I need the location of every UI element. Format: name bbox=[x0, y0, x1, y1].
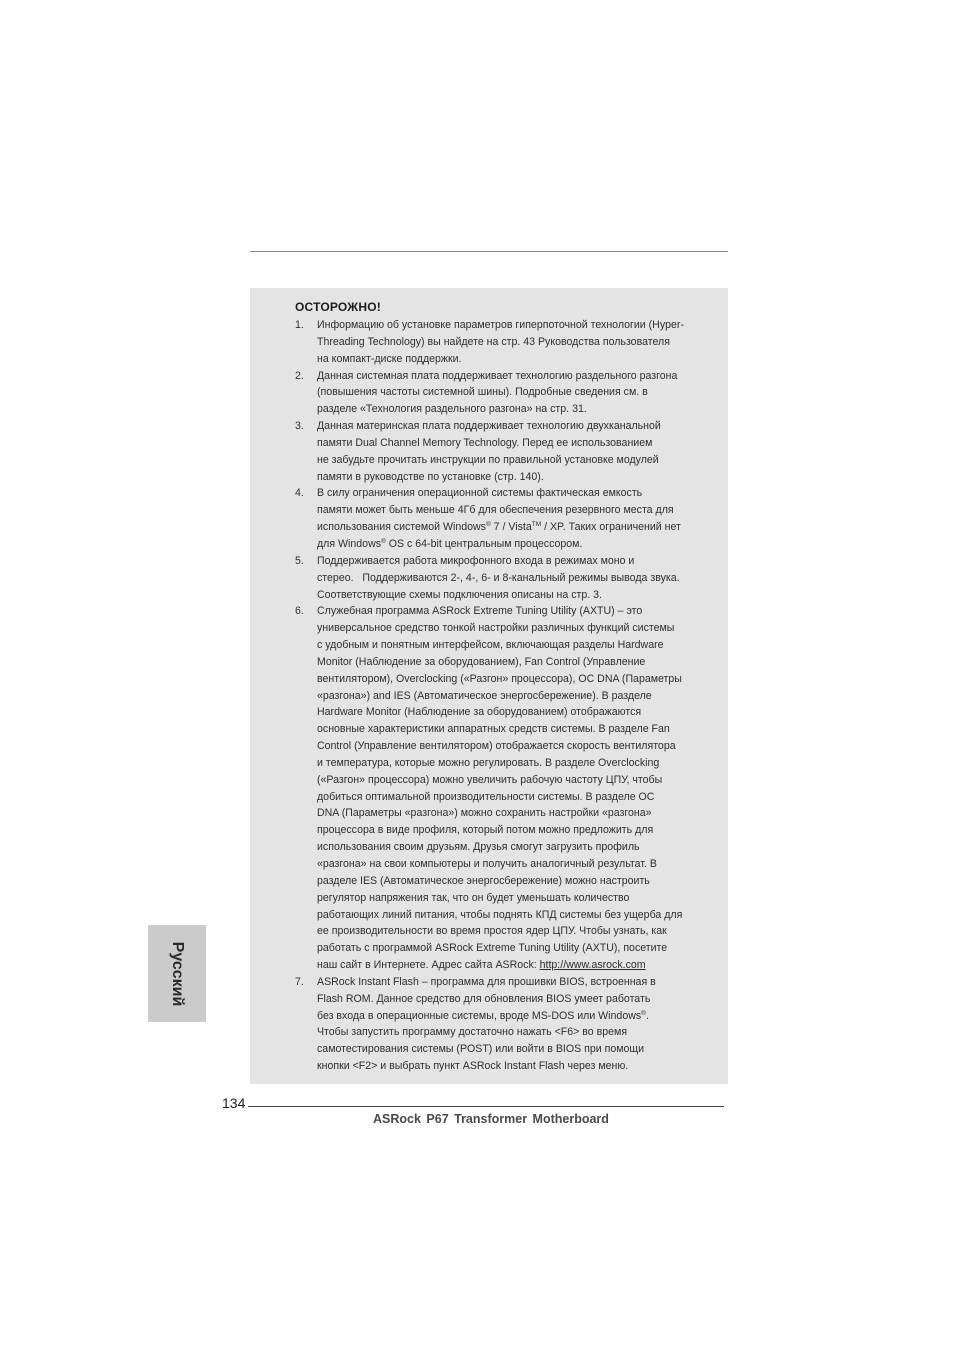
caution-item-line: не забудьте прочитать инструкции по правильной установке модулей bbox=[317, 453, 659, 466]
caution-item-number: 6. bbox=[295, 605, 304, 618]
caution-item-line: Hardware Monitor (Наблюдение за оборудованием) отображаются bbox=[317, 706, 642, 719]
caution-item bbox=[295, 974, 707, 1075]
caution-item bbox=[295, 553, 707, 604]
caution-item-line: ее производительности во время простоя ядер ЦПУ. Чтобы узнать, как bbox=[317, 925, 667, 938]
caution-item-line: В силу ограничения операционной системы фактическая емкость bbox=[317, 487, 643, 500]
caution-item-line: Поддерживается работа микрофонного входа в режимах моно и bbox=[317, 554, 635, 567]
caution-item-line: Данная материнская плата поддерживает технологию двухканальной bbox=[317, 420, 661, 433]
caution-item-line: Информацию об установке параметров гиперпоточной технологии (Hyper- bbox=[317, 319, 684, 331]
caution-item-line: универсальное средство тонкой настройки различных функций системы bbox=[317, 622, 675, 635]
caution-list bbox=[295, 317, 707, 1075]
caution-item-number: 5. bbox=[295, 554, 304, 567]
caution-item-number: 3. bbox=[295, 420, 304, 433]
caution-item-line: использования своим друзьям. Друзья смогут загрузить профиль bbox=[317, 841, 640, 854]
caution-item-number: 1. bbox=[295, 319, 304, 331]
caution-item-line: самотестирования системы (POST) или войти в BIOS при помощи bbox=[317, 1043, 645, 1056]
caution-title: ОСТОРОЖНО! bbox=[295, 300, 381, 314]
caution-item-line: использования системой Windows® 7 / Vista™ / XP. Таких ограничений нет bbox=[317, 521, 681, 534]
language-tab bbox=[148, 925, 206, 1022]
caution-item bbox=[295, 603, 707, 974]
caution-item-line: Данная системная плата поддерживает технологию раздельного разгона bbox=[317, 369, 678, 382]
caution-item-line: работать с программой ASRock Extreme Tuning Utility (AXTU), посетите bbox=[317, 942, 668, 955]
footer-rule bbox=[248, 1106, 724, 1107]
caution-item bbox=[295, 317, 707, 368]
footer-title: ASRock P67 Transformer Motherboard bbox=[373, 1112, 609, 1126]
caution-item-line: Monitor (Наблюдение за оборудованием), Fan Control (Управление bbox=[317, 655, 646, 668]
caution-item-line: регулятор напряжения так, что он будет уменьшать количество bbox=[317, 891, 630, 904]
caution-box bbox=[250, 288, 728, 1084]
caution-item-line: Служебная программа ASRock Extreme Tuning Utility (AXTU) – это bbox=[317, 605, 643, 618]
caution-item-line: Flash ROM. Данное средство для обновления BIOS умеет работать bbox=[317, 992, 651, 1005]
caution-item-line[interactable]: наш сайт в Интернете. Адрес сайта ASRock: http://www.asrock.com bbox=[317, 959, 646, 972]
caution-item-line: стерео. Поддерживаются 2-, 4-, 6- и 8-канальный режимы вывода звука. bbox=[317, 571, 680, 584]
caution-item-line: кнопки <F2> и выбрать пункт ASRock Instant Flash через меню. bbox=[317, 1060, 629, 1073]
caution-item-line: Threading Technology) вы найдете на стр. 43 Руководства пользователя bbox=[317, 335, 670, 348]
caution-item-line: «разгона») and IES (Автоматическое энергосбережение). В разделе bbox=[317, 689, 652, 702]
caution-item-line: добиться оптимальной производительности системы. В разделе OC bbox=[317, 790, 655, 803]
caution-item-line: памяти может быть меньше 4Гб для обеспечения резервного места для bbox=[317, 504, 674, 517]
caution-item-line: разделе «Технология раздельного разгона» на стр. 31. bbox=[317, 403, 587, 416]
caution-item-line: («Разгон» процессора) можно увеличить рабочую частоту ЦПУ, чтобы bbox=[317, 773, 663, 786]
caution-item-number: 2. bbox=[295, 369, 304, 382]
caution-item-line: для Windows® OS с 64-bit центральным процессором. bbox=[317, 537, 583, 550]
caution-item-line: работающих линий питания, чтобы поднять КПД системы без ущерба для bbox=[317, 908, 683, 921]
caution-item-line: (повышения частоты системной шины). Подробные сведения см. в bbox=[317, 386, 648, 399]
caution-item-line: Соответствующие схемы подключения описаны на стр. 3. bbox=[317, 588, 602, 601]
caution-item-line: разделе IES (Автоматическое энергосбережение) можно настроить bbox=[317, 874, 650, 887]
language-tab-label: Русский bbox=[169, 941, 186, 1006]
caution-item-number: 4. bbox=[295, 487, 304, 500]
header-rule bbox=[250, 251, 728, 252]
caution-item bbox=[295, 485, 707, 552]
caution-item-line: Control (Управление вентилятором) отображается скорость вентилятора bbox=[317, 740, 676, 753]
caution-item-number: 7. bbox=[295, 975, 304, 988]
caution-item-line: вентилятором), Overclocking («Разгон» процессора), OC DNA (Параметры bbox=[317, 672, 682, 685]
caution-item-line: DNA (Параметры «разгона») можно сохранить настройки «разгона» bbox=[317, 807, 652, 820]
caution-item-line: Чтобы запустить программу достаточно нажать <F6> во время bbox=[317, 1026, 628, 1039]
caution-item-line: на компакт-диске поддержки. bbox=[317, 352, 462, 365]
caution-item-line: ASRock Instant Flash – программа для прошивки BIOS, встроенная в bbox=[317, 975, 656, 988]
caution-item-line: основные характеристики аппаратных средств системы. В разделе Fan bbox=[317, 723, 670, 736]
caution-item bbox=[295, 418, 707, 485]
caution-item-line: без входа в операционные системы, вроде MS-DOS или Windows®. bbox=[317, 1009, 649, 1022]
page-number: 134 bbox=[222, 1095, 246, 1111]
caution-item-line: памяти Dual Channel Memory Technology. Перед ее использованием bbox=[317, 436, 653, 449]
caution-item-line: с удобным и понятным интерфейсом, включающая разделы Hardware bbox=[317, 639, 664, 652]
caution-item-line: «разгона» на свои компьютеры и получить аналогичный результат. В bbox=[317, 858, 657, 870]
caution-item bbox=[295, 368, 707, 419]
caution-item-line: памяти в руководстве по установке (стр. 140). bbox=[317, 470, 544, 483]
caution-item-line: и температура, которые можно регулировать. В разделе Overclocking bbox=[317, 756, 660, 769]
caution-item-line: процессора в виде профиля, который потом можно предложить для bbox=[317, 824, 654, 837]
